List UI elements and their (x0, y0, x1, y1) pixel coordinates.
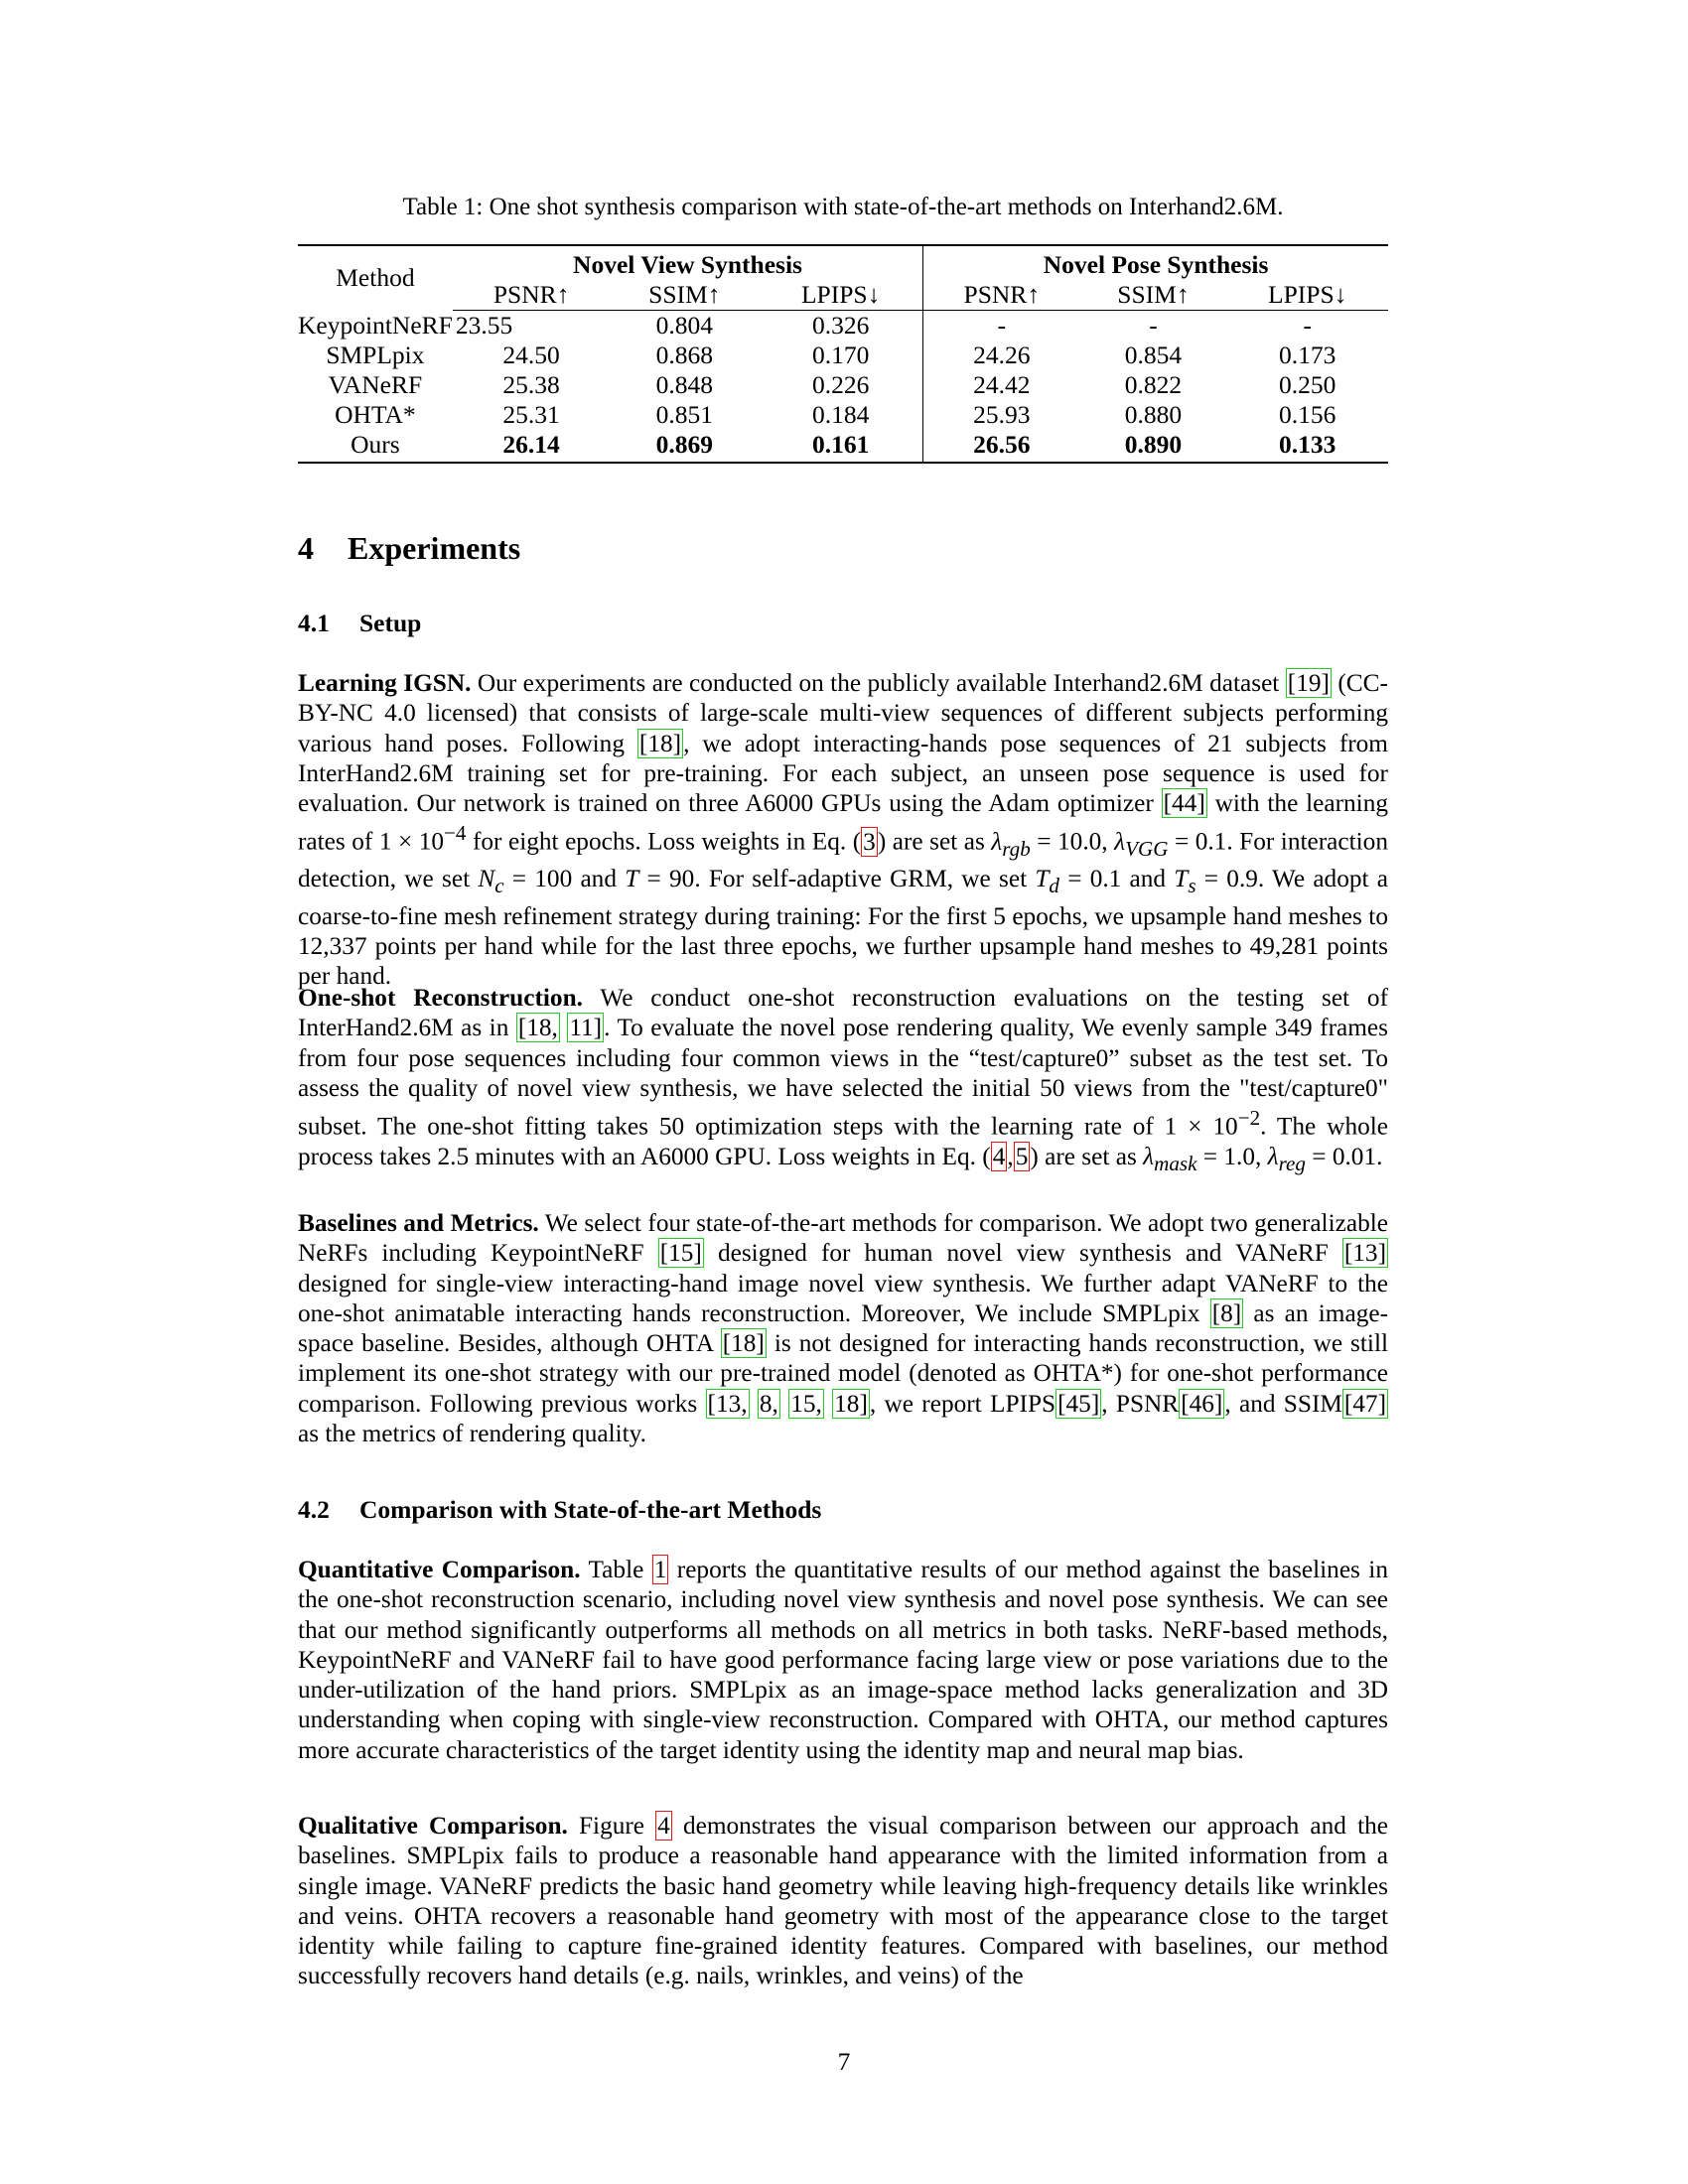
method-cell: KeypointNeRF (298, 310, 453, 340)
value-cell: 0.133 (1226, 430, 1388, 463)
metric-header: PSNR↑ (923, 280, 1080, 311)
method-header: Method (336, 263, 415, 293)
value-cell: 25.93 (973, 400, 1031, 429)
method-cell: Ours (298, 430, 453, 463)
metric-header: SSIM↑ (610, 280, 759, 311)
method-cell: SMPLpix (326, 341, 425, 369)
value-cell: 25.31 (502, 400, 560, 429)
group-novel-pose: Novel Pose Synthesis (1043, 250, 1269, 279)
metric-header: PSNR↑ (453, 280, 611, 311)
method-cell: OHTA* (335, 400, 416, 429)
metric-header: LPIPS↓ (759, 280, 923, 311)
subsection-heading-comparison: 4.2 Comparison with State-of-the-art Methods (298, 1495, 822, 1524)
value-cell: 0.226 (759, 370, 923, 400)
group-novel-view: Novel View Synthesis (453, 245, 923, 280)
value-cell: 0.326 (759, 311, 923, 341)
section-heading: 4 Experiments (298, 530, 521, 566)
method-cell: VANeRF (328, 370, 423, 399)
value-cell: 0.868 (655, 341, 713, 369)
table-row (298, 370, 1388, 400)
table-row (298, 400, 1388, 430)
value-cell: 23.55 (455, 311, 513, 340)
value-cell: 24.42 (973, 370, 1031, 399)
value-cell: - (1149, 311, 1158, 340)
table-row (298, 341, 1388, 370)
value-cell: 0.170 (759, 341, 923, 370)
metric-header: SSIM↑ (1079, 280, 1226, 311)
value-cell: 26.56 (923, 430, 1080, 463)
value-cell: 0.869 (610, 430, 759, 463)
value-cell: 25.38 (502, 370, 560, 399)
value-cell: 24.26 (973, 341, 1031, 369)
value-cell: 0.851 (655, 400, 713, 429)
paragraph-one-shot: One-shot Reconstruction. We conduct one-shot reconstruction evaluations on the testing set of InterHand2.6M as in [18, 11]. To evaluate the novel pose rendering quality, We evenly sample 349 frames from four pose sequences including four common views in the “test/capture0” subset as the test set. To assess the quality of novel view synthesis, we have selected the initial 50 views from the "test/capture0" subset. The one-shot fitting takes 50 optimization steps with the learning rate of $1 \times 10^{-2}$. The whole process takes 2.5 minutes with an A6000 GPU. Loss weights in Eq. (4,5) are set as $\lambda_{mask} = 1.0$, $\lambda_{reg} = 0.01$. (298, 984, 1388, 1175)
paragraph-qualitative: Qualitative Comparison. Figure 4 demonstrates the visual comparison between our approach and the baselines. SMPLpix fails to produce a reasonable hand appearance with the limited information from a single image. VANeRF predicts the basic hand geometry while leaving high-frequency details like wrinkles and veins. OHTA recovers a reasonable hand geometry with most of the appearance close to the target identity while failing to capture fine-grained identity features. Compared with baselines, our method successfully recovers hand details (e.g. nails, wrinkles, and veins) of the (298, 1812, 1388, 1990)
value-cell: - (997, 311, 1007, 340)
value-cell: 0.184 (759, 400, 923, 430)
value-cell: 24.50 (502, 341, 560, 369)
value-cell: 0.250 (1279, 370, 1336, 399)
value-cell: 0.173 (1279, 341, 1336, 369)
value-cell: 0.890 (1079, 430, 1226, 463)
paragraph-quantitative: Quantitative Comparison. Table 1 reports the quantitative results of our method against the baselines in the one-shot reconstruction scenario, including novel view synthesis and novel pose synthesis. We can see that our method significantly outperforms all methods on all metrics in both tasks. NeRF-based methods, KeypointNeRF and VANeRF fail to have good performance facing large view or pose variations due to the under-utilization of the hand priors. SMPLpix as an image-space method lacks generalization and 3D understanding when coping with single-view reconstruction. Compared with OHTA, our method captures more accurate characteristics of the target identity using the identity map and neural map bias. (298, 1556, 1388, 1764)
paragraph-learning-igsn: Learning IGSN. Our experiments are conducted on the publicly available Interhand2.6M dataset [19] (CC-BY-NC 4.0 licensed) that consists of large-scale multi-view sequences of different subjects performing various hand poses. Following [18], we adopt interacting-hands pose sequences of 21 subjects from InterHand2.6M training set for pre-training. For each subject, an unseen pose sequence is used for evaluation. Our network is trained on three A6000 GPUs using the Adam optimizer [44] with the learning rates of $1 \times 10^{-4}$ for eight epochs. Loss weights in Eq. (3) are set as $\lambda_{rgb} = 10.0$, $\lambda_{VGG} = 0.1$. For interaction detection, we set $N_c = 100$ and T = 90. For self-adaptive GRM, we set $T_d = 0.1$ and $T_s = 0.9$. We adopt a coarse-to-fine mesh refinement strategy during training: For the first 5 epochs, we upsample hand meshes to 12,337 points per hand while for the last three epochs, we further upsample hand meshes to 49,281 points per hand. (298, 669, 1388, 991)
results-table (298, 244, 1388, 464)
value-cell: 0.156 (1279, 400, 1336, 429)
value-cell: 0.848 (655, 370, 713, 399)
value-cell: - (1303, 311, 1312, 340)
table-caption: Table 1: One shot synthesis comparison with state-of-the-art methods on Interhand2.6M. (402, 194, 1284, 220)
value-cell: 0.161 (759, 430, 923, 463)
subsection-heading-setup: 4.1 Setup (298, 609, 422, 637)
table-row (298, 430, 1388, 463)
value-cell: 0.880 (1124, 400, 1183, 429)
paragraph-baselines: Baselines and Metrics. We select four state-of-the-art methods for comparison. We adopt two generalizable NeRFs including KeypointNeRF [15] designed for human novel view synthesis and VANeRF [13] designed for single-view interacting-hand image novel view synthesis. We further adapt VANeRF to the one-shot animatable interacting hands reconstruction. Moreover, We include SMPLpix [8] as an image-space baseline. Besides, although OHTA [18] is not designed for interacting hands reconstruction, we still implement its one-shot strategy with our pre-trained model (denoted as OHTA*) for one-shot performance comparison. Following previous works [13, 8, 15, 18], we report LPIPS[45], PSNR[46], and SSIM[47] as the metrics of rendering quality. (298, 1209, 1389, 1448)
value-cell: 0.822 (1124, 370, 1183, 399)
page-number: 7 (837, 2047, 851, 2076)
value-cell: 0.854 (1124, 341, 1183, 369)
table-row (298, 311, 1388, 341)
value-cell: 26.14 (453, 430, 611, 463)
metric-header: LPIPS↓ (1226, 280, 1388, 311)
value-cell: 0.804 (655, 311, 713, 340)
